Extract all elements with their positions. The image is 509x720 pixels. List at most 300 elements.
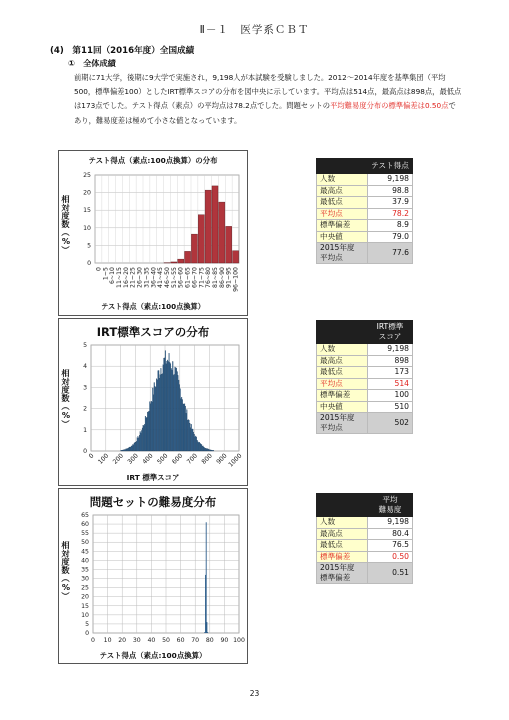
chart-irt-bar xyxy=(145,416,146,451)
chart-test-score-xtick-label: 26~30 xyxy=(136,267,144,288)
stats-table-difficulty-row-label: 標準偏差 xyxy=(317,551,368,563)
chart-irt-bar xyxy=(198,442,199,451)
chart-irt-bar xyxy=(170,364,171,451)
stats-table-difficulty-row xyxy=(317,528,413,540)
stats-table-irt-row xyxy=(317,390,413,402)
chart-irt-bar xyxy=(186,410,187,451)
chart-irt-bar xyxy=(129,447,130,451)
paragraph-highlight: 平均難易度分布の標準偏差は0.50点 xyxy=(330,101,449,111)
chart-irt-bar xyxy=(192,429,193,451)
chart-test-score-ylabel: 相対度数（%） xyxy=(61,195,71,255)
chart-irt-bar xyxy=(146,418,147,451)
chart-irt-bar xyxy=(138,436,139,451)
chart-difficulty-xtick-label: 20 xyxy=(118,637,127,644)
paragraph-text-1: 前期に71大学，後期に9大学で実施され，9,198人が本試験を受験しました。2012～2014年度を基準集団（平均500，標準偏差100）としたIRT標準スコアの分布を図中央に示しています。平均点は514点，最高点は898点，最低点は173点でした。テスト得点（素点）の平均点は78.2点でした。問題セットの xyxy=(74,73,462,111)
chart-test-score-ytick-label: 25 xyxy=(83,172,91,179)
chart-irt-bar xyxy=(201,444,202,451)
chart-irt-bar xyxy=(166,364,167,451)
chart-test-score-bar xyxy=(191,234,197,263)
chart-irt-xtick-label: 600 xyxy=(170,452,185,466)
stats-table-difficulty-row-value: 76.5 xyxy=(368,540,413,552)
chart-irt-bar xyxy=(209,450,210,451)
chart-irt-bar xyxy=(186,413,187,451)
chart-irt-bar xyxy=(199,442,200,451)
chart-irt-bar xyxy=(205,448,206,451)
chart-irt-bar xyxy=(149,411,150,451)
stats-table-irt-row-label: 人数 xyxy=(317,344,368,356)
chart-irt-bar xyxy=(165,351,166,451)
chart-test-score-xtick-label: 66~70 xyxy=(191,267,199,288)
stats-table-test-score-previous-year-row xyxy=(317,243,413,264)
chart-irt-bar xyxy=(189,423,190,451)
chart-irt-bar xyxy=(155,386,156,451)
chart-irt-bar xyxy=(126,449,127,451)
chart-irt-bar xyxy=(153,395,154,451)
chart-difficulty-xtick-label: 40 xyxy=(147,637,156,644)
chart-irt-ylabel: 相対度数（%） xyxy=(61,369,71,429)
chart-irt-bar xyxy=(198,442,199,451)
chart-difficulty-xtick-label: 0 xyxy=(91,637,95,644)
chart-difficulty-ylabel: 相対度数（%） xyxy=(61,541,71,601)
stats-table-test-score-header-row xyxy=(317,159,413,174)
chart-irt-bar xyxy=(154,383,155,451)
chart-difficulty-xtick-label: 30 xyxy=(132,637,141,644)
stats-table-irt xyxy=(316,320,413,434)
stats-table-irt-previous-year-value: 502 xyxy=(368,413,413,434)
stats-table-test-score-row-label: 最高点 xyxy=(317,185,368,197)
chart-difficulty-ytick-label: 20 xyxy=(81,593,89,601)
stats-table-test-score-row-label: 最低点 xyxy=(317,197,368,209)
chart-irt-bar xyxy=(174,374,175,451)
chart-test-score-xtick-label: 11~15 xyxy=(116,267,123,288)
chart-test-score-ytick-label: 10 xyxy=(83,224,91,232)
chart-irt-bar xyxy=(204,448,205,451)
chart-irt-bar xyxy=(164,358,165,451)
stats-table-difficulty-header-label: 平均 難易度 xyxy=(368,494,413,517)
stats-table-irt-header-label: IRT標準 スコア xyxy=(368,321,413,344)
chart-irt-bar xyxy=(162,374,163,451)
chart-test-score-ytick-label: 20 xyxy=(83,189,91,197)
chart-irt-bar xyxy=(139,435,140,451)
chart-irt-bar xyxy=(148,412,149,451)
chart-irt-bar xyxy=(128,448,129,451)
chart-irt-bar xyxy=(168,362,169,451)
chart-test-score-xtick-label: 6~10 xyxy=(109,267,117,284)
stats-table-difficulty-row xyxy=(317,517,413,529)
chart-irt-bar xyxy=(211,450,212,451)
chart-irt-bar xyxy=(171,368,172,451)
chart-test-score-xtick-label: 71~75 xyxy=(198,267,206,288)
stats-table-irt-row-label: 中央値 xyxy=(317,401,368,413)
chart-irt-bar xyxy=(124,449,125,451)
chart-test-score-ytick-label: 0 xyxy=(87,260,91,267)
chart-difficulty-ytick-label: 50 xyxy=(81,539,89,547)
chart-test-score-xtick-label: 31~35 xyxy=(143,267,151,288)
chart-difficulty-ytick-label: 60 xyxy=(81,521,89,529)
chart-irt-bar xyxy=(144,424,145,451)
chart-irt-bar xyxy=(210,450,211,451)
chart-irt-bar xyxy=(175,368,176,451)
chart-irt-xtick-label: 900 xyxy=(215,452,229,466)
chart-irt-bar xyxy=(195,436,196,451)
chart-difficulty-xtick-label: 50 xyxy=(162,637,170,644)
chart-test-score-bar xyxy=(219,202,225,263)
chart-irt-bar xyxy=(121,450,122,451)
chart-test-score-xtick-label: 46~50 xyxy=(164,267,171,288)
chart-irt-bar xyxy=(122,450,123,451)
stats-table-irt-row-value: 510 xyxy=(368,401,413,413)
stats-table-test-score-row-label: 標準偏差 xyxy=(317,220,368,232)
chart-irt-bar xyxy=(135,442,136,451)
chart-irt-bar xyxy=(157,380,158,451)
chart-irt-ytick-label: 3 xyxy=(83,384,87,392)
chart-irt-bar xyxy=(193,432,194,451)
chart-irt-bar xyxy=(131,446,132,451)
chart-irt-bar xyxy=(181,397,182,451)
chart-test-score-xlabel: テスト得点（素点:100点換算） xyxy=(101,302,205,311)
chart-irt-bar xyxy=(179,385,180,451)
chart-irt-bar xyxy=(183,404,184,451)
chart-difficulty-title: 問題セットの難易度分布 xyxy=(89,495,217,509)
stats-table-test-score-header-blank xyxy=(317,159,368,174)
stats-table-irt-row-label: 標準偏差 xyxy=(317,390,368,402)
chart-irt-bar xyxy=(134,443,135,451)
chart-test-score-bar xyxy=(233,251,239,263)
chart-difficulty-xtick-label: 100 xyxy=(233,637,245,644)
chart-irt-bar xyxy=(201,445,202,451)
chart-irt-title: IRT標準スコアの分布 xyxy=(96,325,210,339)
stats-table-difficulty-row-value: 0.50 xyxy=(368,551,413,563)
stats-table-irt-row-value: 898 xyxy=(368,355,413,367)
chart-test-score-bar xyxy=(178,259,184,263)
chart-test-score-box xyxy=(58,150,248,316)
chart-irt-bar xyxy=(163,365,164,451)
stats-table-test-score-row-value: 79.0 xyxy=(368,231,413,243)
stats-table-irt-row xyxy=(317,355,413,367)
stats-table-irt-row-label: 最低点 xyxy=(317,367,368,379)
chart-irt-bar xyxy=(155,387,156,451)
chart-difficulty-xtick-label: 70 xyxy=(191,637,200,644)
chart-irt-bar xyxy=(123,450,124,451)
chart-irt-bar xyxy=(144,426,145,451)
chart-irt-bar xyxy=(127,449,128,451)
chart-test-score-bar xyxy=(198,215,204,263)
chart-irt-bar xyxy=(158,371,159,451)
stats-table-difficulty-previous-year-row xyxy=(317,563,413,584)
chart-difficulty-ytick-label: 35 xyxy=(81,566,89,574)
chart-irt-bar xyxy=(147,417,148,451)
chart-irt-bar xyxy=(212,450,213,451)
stats-table-test-score-row xyxy=(317,220,413,232)
chart-irt-bar xyxy=(132,446,133,451)
summary-paragraph xyxy=(74,71,462,128)
chart-irt-bar xyxy=(177,372,178,451)
chart-test-score-bar xyxy=(226,226,232,263)
stats-table-irt-row-label: 最高点 xyxy=(317,355,368,367)
chart-irt-bar xyxy=(124,450,125,451)
chart-irt-bar xyxy=(187,420,188,451)
chart-difficulty-bar xyxy=(206,622,207,633)
chart-irt-bar xyxy=(136,441,137,451)
stats-table-test-score-previous-year-label: 2015年度 平均点 xyxy=(317,243,368,264)
stats-table-test-score-header-label: テスト得点 xyxy=(368,159,413,174)
chart-irt-bar xyxy=(159,378,160,451)
stats-table-test-score-row xyxy=(317,174,413,186)
chart-difficulty-svg xyxy=(59,489,247,663)
section-heading: (4) 第11回（2016年度）全国成績 xyxy=(50,46,195,56)
chart-irt-bar xyxy=(141,433,142,451)
chart-difficulty-xtick-label: 80 xyxy=(205,637,214,644)
chart-irt-bar xyxy=(190,428,191,451)
stats-table-irt-header-blank xyxy=(317,321,368,344)
chart-irt-xtick-label: 1000 xyxy=(227,452,244,469)
chart-irt-xtick-label: 0 xyxy=(87,452,96,461)
stats-table-irt-row-label: 平均点 xyxy=(317,378,368,390)
chart-test-score-ytick-label: 5 xyxy=(87,242,91,250)
chart-irt-bar xyxy=(167,360,168,451)
stats-table-test-score-row-value: 37.9 xyxy=(368,197,413,209)
stats-table-difficulty-header-row xyxy=(317,494,413,517)
chart-irt-bar xyxy=(161,368,162,451)
stats-table-test-score-row-value: 78.2 xyxy=(368,208,413,220)
chart-test-score-svg xyxy=(59,151,247,315)
chart-irt-bar xyxy=(125,449,126,451)
chart-irt-bar xyxy=(156,379,157,451)
stats-table-test-score xyxy=(316,158,413,264)
stats-table-test-score-row-value: 98.8 xyxy=(368,185,413,197)
chart-test-score-xtick-label: 91~95 xyxy=(225,267,233,288)
stats-table-test-score-row-value: 8.9 xyxy=(368,220,413,232)
chart-difficulty-ytick-label: 15 xyxy=(81,602,89,610)
chart-test-score-bar xyxy=(212,186,218,263)
chart-test-score-bar xyxy=(171,262,177,263)
chart-irt-ytick-label: 0 xyxy=(83,448,87,455)
chart-irt-bar xyxy=(151,401,152,451)
chart-irt-svg xyxy=(59,319,247,485)
stats-table-test-score-row xyxy=(317,185,413,197)
chart-irt-bar xyxy=(195,437,196,451)
chart-irt-bar xyxy=(152,388,153,451)
chart-irt-bar xyxy=(130,447,131,451)
chart-difficulty-xtick-label: 60 xyxy=(176,637,185,644)
stats-table-irt-grid xyxy=(316,320,413,434)
chart-irt-bar xyxy=(189,420,190,451)
chart-difficulty-ytick-label: 40 xyxy=(81,557,89,565)
stats-table-irt-row-value: 100 xyxy=(368,390,413,402)
chart-irt-bar xyxy=(180,389,181,451)
stats-table-irt-previous-year-label: 2015年度 平均点 xyxy=(317,413,368,434)
chart-difficulty-box xyxy=(58,488,248,664)
chart-irt-bar xyxy=(169,353,170,451)
chart-test-score-xtick-label: 41~45 xyxy=(157,267,165,288)
chart-irt-xtick-label: 700 xyxy=(185,452,200,466)
chart-test-score-xtick-label: 21~25 xyxy=(129,267,137,288)
chart-irt-bar xyxy=(121,450,122,451)
chart-irt-ytick-label: 1 xyxy=(83,426,87,434)
chart-irt-bar xyxy=(200,443,201,451)
chart-irt-bar xyxy=(133,445,134,451)
chart-irt-bar xyxy=(173,375,174,451)
stats-table-test-score-row-value: 9,198 xyxy=(368,174,413,186)
stats-table-test-score-row xyxy=(317,197,413,209)
chart-irt-bar xyxy=(140,432,141,451)
chart-irt-bar xyxy=(208,449,209,451)
chart-difficulty-bar xyxy=(206,522,207,633)
chart-irt-xtick-label: 500 xyxy=(156,452,170,466)
chart-irt-xtick-label: 100 xyxy=(96,452,111,466)
stats-table-difficulty-row-value: 80.4 xyxy=(368,528,413,540)
chart-irt-bar xyxy=(175,367,176,451)
chart-irt-bar xyxy=(207,449,208,451)
chart-difficulty-xtick-label: 90 xyxy=(220,637,229,644)
chart-irt-bar xyxy=(143,425,144,451)
stats-table-difficulty-row-value: 9,198 xyxy=(368,517,413,529)
chart-irt-bar xyxy=(213,450,214,451)
chart-test-score-title: テスト得点（素点:100点換算）の分布 xyxy=(88,156,218,165)
chart-test-score-xtick-label: 16~20 xyxy=(122,267,130,288)
chart-irt-bar xyxy=(203,447,204,451)
chart-irt-bar xyxy=(181,399,182,451)
chart-difficulty-ytick-label: 10 xyxy=(81,611,89,619)
chart-irt-bar xyxy=(178,380,179,451)
chart-irt-bar xyxy=(182,399,183,451)
stats-table-difficulty-grid xyxy=(316,493,413,584)
chart-irt-xtick-label: 800 xyxy=(200,452,214,466)
chart-difficulty-xtick-label: 10 xyxy=(103,637,112,644)
stats-table-test-score-row-label: 中央値 xyxy=(317,231,368,243)
chart-test-score-xtick-label: 0 xyxy=(95,267,103,271)
chart-irt-bar xyxy=(135,442,136,451)
chart-difficulty-ytick-label: 45 xyxy=(81,548,89,556)
chart-irt-xtick-label: 300 xyxy=(126,452,140,466)
chart-irt-bar xyxy=(206,448,207,451)
chart-irt-bar xyxy=(147,412,148,451)
stats-table-test-score-grid xyxy=(316,158,413,264)
chart-test-score-xtick-label: 96~100 xyxy=(232,267,240,292)
page-number: 23 xyxy=(249,689,260,698)
stats-table-difficulty-row xyxy=(317,540,413,552)
stats-table-difficulty-row-label: 最高点 xyxy=(317,528,368,540)
chart-test-score-xtick-label: 61~65 xyxy=(184,267,192,288)
chart-difficulty-bar xyxy=(207,632,208,633)
chart-irt-bar xyxy=(206,448,207,451)
chart-irt-bar xyxy=(184,404,185,451)
chart-irt-bar xyxy=(161,374,162,451)
chart-irt-bar xyxy=(152,402,153,451)
chart-test-score-xtick-label: 51~55 xyxy=(170,267,178,288)
stats-table-difficulty xyxy=(316,493,413,584)
chart-irt-ytick-label: 4 xyxy=(83,363,87,371)
chart-irt-box xyxy=(58,318,248,486)
stats-table-irt-row xyxy=(317,367,413,379)
chart-difficulty-xlabel: テスト得点（素点:100点換算） xyxy=(99,651,207,660)
chart-test-score-bar xyxy=(185,251,191,263)
chart-irt-bar xyxy=(132,444,133,451)
chart-test-score-xtick-label: 36~40 xyxy=(150,267,158,288)
chart-irt-bar xyxy=(185,406,186,451)
chart-irt-bar xyxy=(202,446,203,451)
stats-table-difficulty-row xyxy=(317,551,413,563)
chart-difficulty-ytick-label: 5 xyxy=(85,620,89,628)
chart-irt-bar xyxy=(172,370,173,451)
chart-test-score-xtick-label: 81~85 xyxy=(212,267,219,288)
stats-table-difficulty-previous-year-label: 2015年度 標準偏差 xyxy=(317,563,368,584)
chart-irt-bar xyxy=(196,437,197,451)
chart-irt-bar xyxy=(172,361,173,451)
stats-table-test-score-row-label: 平均点 xyxy=(317,208,368,220)
chart-irt-bar xyxy=(158,370,159,451)
chart-irt-bar xyxy=(203,446,204,451)
chart-irt-bar xyxy=(184,404,185,451)
chart-irt-bar xyxy=(188,420,189,451)
stats-table-irt-previous-year-row xyxy=(317,413,413,434)
chart-irt-bar xyxy=(142,428,143,451)
chart-difficulty-ytick-label: 0 xyxy=(85,630,89,637)
chart-test-score-ytick-label: 15 xyxy=(83,207,91,215)
stats-table-irt-row xyxy=(317,378,413,390)
chart-irt-bar xyxy=(194,434,195,451)
chart-irt-bar xyxy=(212,450,213,451)
chart-test-score-xtick-label: 1~5 xyxy=(102,267,110,281)
chart-irt-bar xyxy=(138,438,139,451)
stats-table-difficulty-row-label: 人数 xyxy=(317,517,368,529)
chart-difficulty-ytick-label: 55 xyxy=(81,530,89,538)
chart-test-score-xtick-label: 56~60 xyxy=(177,267,185,288)
chart-irt-bar xyxy=(150,404,151,451)
chart-irt-bar xyxy=(137,438,138,451)
chart-test-score-xtick-label: 76~80 xyxy=(205,267,213,288)
stats-table-irt-header-row xyxy=(317,321,413,344)
chart-irt-ytick-label: 5 xyxy=(83,342,87,349)
subsection-heading: ① 全体成績 xyxy=(68,58,116,68)
chart-irt-bar xyxy=(192,429,193,451)
chart-irt-bar xyxy=(164,358,165,451)
chart-irt-bar xyxy=(166,361,167,451)
stats-table-test-score-row-label: 人数 xyxy=(317,174,368,186)
stats-table-test-score-row xyxy=(317,208,413,220)
stats-table-irt-row xyxy=(317,401,413,413)
chart-irt-xtick-label: 400 xyxy=(141,452,155,466)
stats-table-difficulty-header-blank xyxy=(317,494,368,517)
chart-difficulty-ytick-label: 30 xyxy=(81,575,89,583)
stats-table-irt-row-value: 9,198 xyxy=(368,344,413,356)
chart-irt-bar xyxy=(191,424,192,451)
stats-table-irt-row xyxy=(317,344,413,356)
chart-test-score-bar xyxy=(205,190,211,263)
stats-table-test-score-previous-year-value: 77.6 xyxy=(368,243,413,264)
stats-table-irt-row-value: 173 xyxy=(368,367,413,379)
chart-test-score-xtick-label: 86~90 xyxy=(218,267,226,288)
chart-irt-ytick-label: 2 xyxy=(83,405,87,413)
section-title: Ⅱ－１ 医学系ＣＢＴ xyxy=(199,24,310,36)
chart-irt-bar xyxy=(149,402,150,451)
paragraph-text-2: であり，難易度差は極めて小さな値となっています。 xyxy=(74,101,456,125)
chart-irt-bar xyxy=(209,450,210,451)
stats-table-test-score-row xyxy=(317,231,413,243)
chart-difficulty-ytick-label: 25 xyxy=(81,584,89,592)
chart-irt-bar xyxy=(127,448,128,451)
chart-irt-bar xyxy=(141,430,142,451)
stats-table-difficulty-previous-year-value: 0.51 xyxy=(368,563,413,584)
chart-irt-bar xyxy=(176,368,177,451)
chart-irt-bar xyxy=(178,375,179,451)
chart-irt-xtick-label: 200 xyxy=(111,452,126,466)
stats-table-difficulty-row-label: 最低点 xyxy=(317,540,368,552)
chart-irt-bar xyxy=(129,447,130,451)
stats-table-irt-row-value: 514 xyxy=(368,378,413,390)
chart-irt-bar xyxy=(169,362,170,451)
chart-difficulty-ytick-label: 65 xyxy=(81,512,89,519)
